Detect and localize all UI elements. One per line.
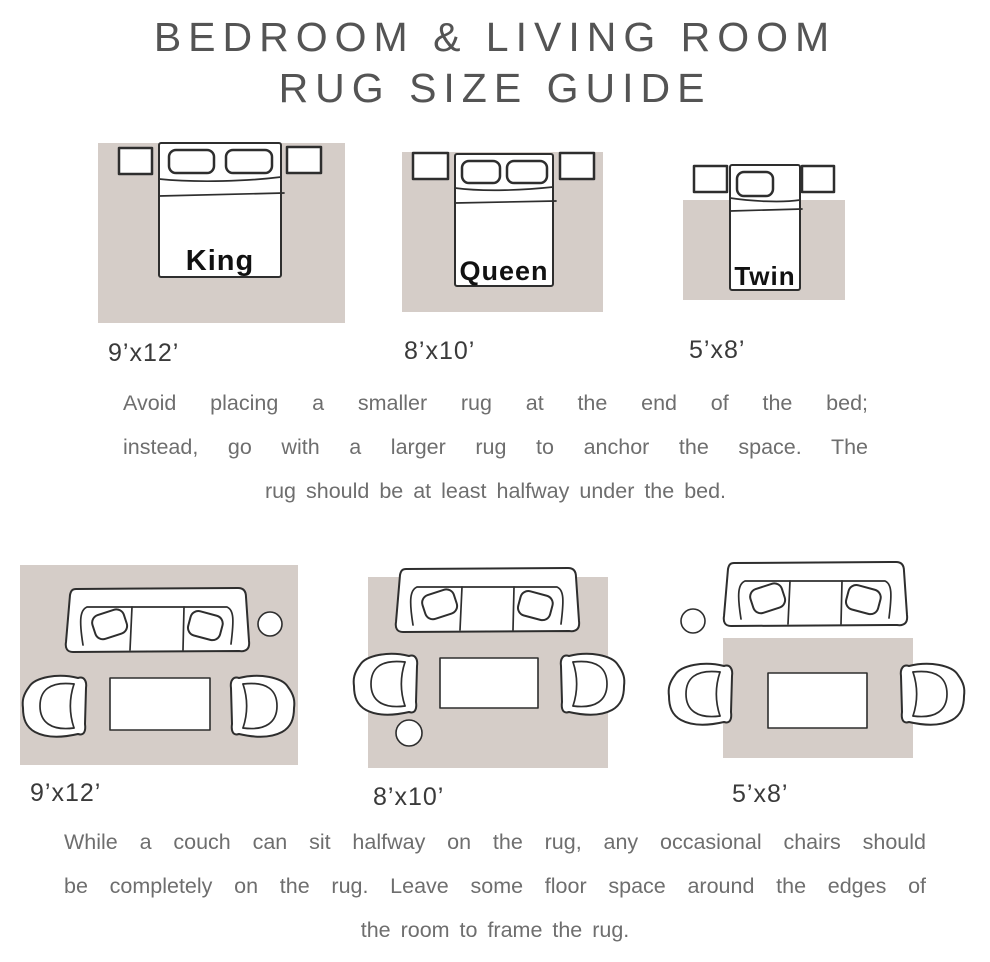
- note-line: While a couch can sit halfway on the rug, any occasional chairs should: [64, 830, 926, 854]
- sofa-icon: [396, 568, 579, 632]
- side-table-icon: [258, 612, 282, 636]
- nightstand-icon: [802, 166, 834, 192]
- nightstand-icon: [413, 153, 448, 179]
- coffee-table-icon: [440, 658, 538, 708]
- bedroom-diagram-king: [98, 141, 345, 323]
- armchair-icon: [669, 664, 733, 725]
- sofa-icon: [724, 562, 907, 626]
- note-line: rug should be at least halfway under the bed.: [264, 479, 727, 503]
- livingroom-note: [64, 820, 926, 952]
- side-table-icon: [396, 720, 422, 746]
- page-title-line1: BEDROOM & LIVING ROOM: [153, 14, 837, 60]
- bedroom-diagram-queen: [402, 150, 603, 312]
- livingroom-diagram-5x8: [655, 553, 975, 763]
- note-line: the room to frame the rug.: [360, 918, 630, 942]
- coffee-table-icon: [110, 678, 210, 730]
- bed-size-name: Queen: [459, 256, 549, 286]
- side-table-icon: [681, 609, 705, 633]
- armchair-icon: [354, 654, 418, 715]
- rug-size-label: 9’x12’: [30, 779, 102, 807]
- note-line: be completely on the rug. Leave some floor space around the edges of: [64, 874, 926, 898]
- pillow-icon: [169, 150, 214, 173]
- armchair-icon: [901, 664, 965, 725]
- bed-size-name: King: [185, 245, 255, 277]
- bedroom-note: [123, 381, 868, 513]
- pillow-icon: [226, 150, 272, 173]
- armchair-icon: [561, 654, 625, 715]
- armchair-icon: [23, 676, 87, 737]
- nightstand-icon: [694, 166, 727, 192]
- armchair-icon: [231, 676, 295, 737]
- rug-size-label: 8’x10’: [373, 783, 445, 811]
- nightstand-icon: [119, 148, 152, 174]
- note-line: instead, go with a larger rug to anchor the space. The: [123, 435, 868, 459]
- pillow-icon: [462, 161, 500, 183]
- page-title-line2: RUG SIZE GUIDE: [278, 65, 712, 111]
- nightstand-icon: [287, 147, 321, 173]
- pillow-icon: [507, 161, 547, 183]
- note-line: Avoid placing a smaller rug at the end of the bed;: [123, 391, 868, 415]
- rug-size-label: 9’x12’: [108, 339, 180, 367]
- livingroom-diagram-8x10: [348, 560, 628, 770]
- bedroom-diagram-twin: [683, 160, 845, 300]
- rug-size-label: 5’x8’: [732, 780, 789, 808]
- page-title: [0, 12, 990, 114]
- livingroom-diagram-9x12: [20, 565, 298, 765]
- rug-size-label: 8’x10’: [404, 337, 476, 365]
- pillow-icon: [737, 172, 773, 196]
- sofa-icon: [66, 588, 249, 652]
- coffee-table-icon: [768, 673, 867, 728]
- bed-size-name: Twin: [734, 261, 796, 291]
- nightstand-icon: [560, 153, 594, 179]
- rug-size-label: 5’x8’: [689, 336, 746, 364]
